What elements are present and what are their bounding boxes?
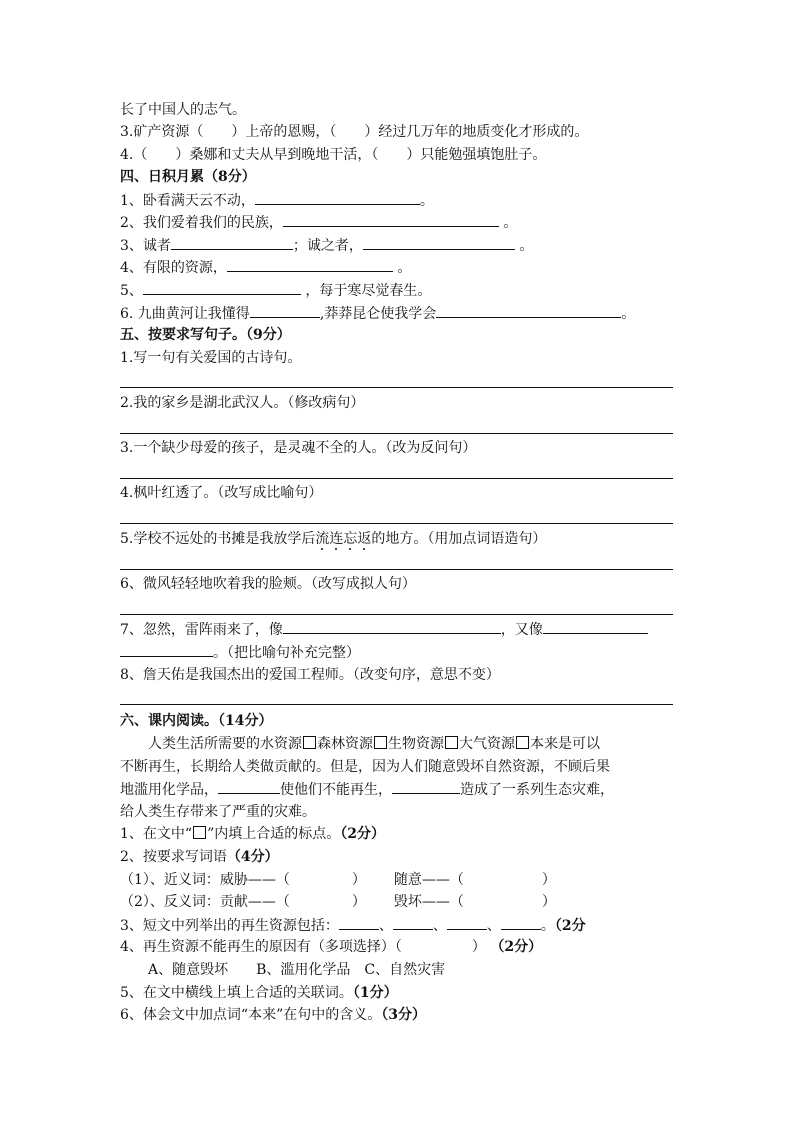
question-4-line: 4.（ ）桑娜和丈夫从早到晚地干活，（ ）只能勉强填饱肚子。: [120, 147, 547, 163]
reading-question-1: 1、在文中“ ”内填上合适的标点。（2分）: [120, 826, 385, 842]
passage-line-3: 地滥用化学品， 使他们不能再生， 造成了一系列生态灾难，: [120, 779, 614, 800]
answer-line[interactable]: [120, 569, 673, 570]
sentence-task-6: 6、微风轻轻地吹着我的脸颊。（改写成拟人句）: [120, 576, 416, 592]
answer-blank[interactable]: [339, 915, 379, 930]
box-symbol: [193, 826, 206, 839]
sentence-task-5: 5.学校不远处的书摊是我放学后流连忘返的地方。（用加点词语造句）: [120, 531, 547, 547]
carry-over-line: 长了中国人的志气。: [120, 102, 246, 118]
reading-question-4: 4、再生资源不能再生的原因有（多项选择）（ ） （2分）: [120, 939, 543, 955]
answer-blank[interactable]: [250, 303, 320, 318]
answer-line[interactable]: [120, 433, 673, 434]
idiom-item-5: 5、 ，每于寒尽觉春生。: [120, 280, 431, 301]
reading-question-5: 5、在文中横线上填上合适的关联词。（1分）: [120, 985, 398, 1001]
idiom-item-2: 2、我们爱着我们的民族， 。: [120, 212, 517, 233]
punctuation-box[interactable]: [445, 736, 458, 749]
sentence-task-1: 1.写一句有关爱国的古诗句。: [120, 350, 302, 366]
answer-blank[interactable]: [255, 190, 420, 205]
conjunction-blank[interactable]: [392, 779, 460, 794]
answer-blank[interactable]: [171, 235, 293, 250]
answer-line[interactable]: [120, 478, 673, 479]
dotted-char: 流: [315, 531, 330, 547]
sentence-task-8: 8、詹天佑是我国杰出的爱国工程师。（改变句序，意思不变）: [120, 667, 500, 683]
answer-blank[interactable]: [393, 915, 433, 930]
answer-blank[interactable]: [120, 642, 213, 657]
answer-blank[interactable]: [436, 303, 621, 318]
synonym-row: （1）、近义词：威胁——（ ） 随意——（ ）: [120, 872, 556, 888]
antonym-row: （2）、反义词：贡献——（ ） 毁坏——（ ）: [120, 894, 556, 910]
dotted-char: 返: [357, 531, 372, 547]
conjunction-blank[interactable]: [218, 779, 280, 794]
idiom-item-4: 4、有限的资源， 。: [120, 257, 411, 278]
dotted-char: 连: [329, 531, 344, 547]
answer-blank[interactable]: [447, 915, 487, 930]
idiom-item-6: 6. 九曲黄河让我懂得 ,莽莽昆仑使我学会 。: [120, 303, 635, 324]
sentence-task-2: 2.我的家乡是湖北武汉人。（修改病句）: [120, 395, 365, 411]
answer-blank[interactable]: [543, 619, 648, 634]
sentence-task-7-cont: 。（把比喻句补充完整）: [120, 642, 360, 663]
answer-blank[interactable]: [363, 235, 515, 250]
reading-question-3: 3、短文中列举出的再生资源包括： 、 、 、 。（2分: [120, 915, 586, 936]
answer-blank[interactable]: [143, 280, 301, 295]
sentence-task-3: 3.一个缺少母爱的孩子，是灵魂不全的人。（改为反问句）: [120, 440, 477, 456]
answer-line[interactable]: [120, 523, 673, 524]
punctuation-box[interactable]: [374, 736, 387, 749]
section-4-heading: 四、日积月累（8分）: [120, 169, 256, 185]
punctuation-box[interactable]: [516, 736, 529, 749]
answer-blank[interactable]: [227, 257, 393, 272]
answer-line[interactable]: [120, 614, 673, 615]
answer-line[interactable]: [120, 704, 673, 705]
passage-line-1: 人类生活所需要的水资源 森林资源 生物资源 大气资源 本来是可以: [148, 736, 600, 752]
question-3-line: 3.矿产资源（ ）上帝的恩赐，（ ）经过几万年的地质变化才形成的。: [120, 124, 589, 140]
reading-question-2: 2、按要求写词语（4分）: [120, 849, 279, 865]
idiom-item-1: 1、卧看满天云不动， 。: [120, 190, 434, 211]
answer-blank[interactable]: [283, 619, 501, 634]
answer-blank[interactable]: [283, 212, 499, 227]
sentence-task-4: 4.枫叶红透了。（改写成比喻句）: [120, 485, 323, 501]
answer-line[interactable]: [120, 387, 673, 388]
sentence-task-7: 7、忽然，雷阵雨来了，像 ，又像: [120, 619, 648, 640]
answer-blank[interactable]: [501, 915, 541, 930]
section-5-heading: 五、按要求写句子。（9分）: [120, 327, 291, 343]
punctuation-box[interactable]: [303, 736, 316, 749]
idiom-item-3: 3、诚者 ；诚之者， 。: [120, 235, 533, 256]
dotted-char: 忘: [343, 531, 358, 547]
passage-line-2: 不断再生，长期给人类做贡献的。但是，因为人们随意毁坏自然资源，不顾后果: [120, 759, 610, 775]
section-6-heading: 六、课内阅读。（14分）: [120, 713, 273, 729]
passage-line-4: 给人类生存带来了严重的灾难。: [120, 804, 316, 820]
choice-options: A、随意毁坏 B、滥用化学品 C、自然灾害: [148, 962, 446, 978]
reading-question-6: 6、体会文中加点词“本来”在句中的含义。（3分）: [120, 1007, 426, 1023]
